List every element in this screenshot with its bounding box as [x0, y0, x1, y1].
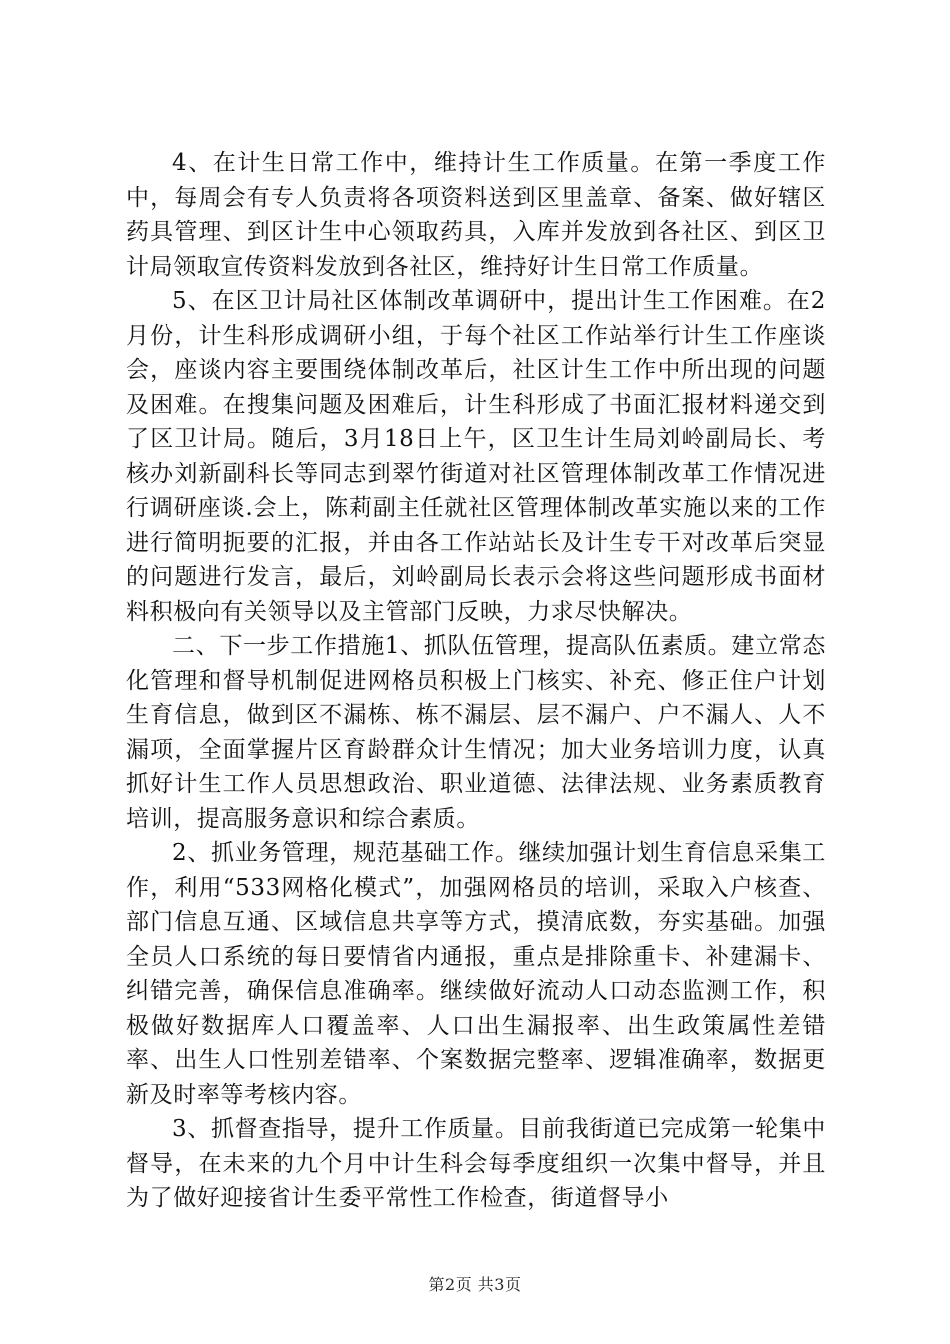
page-number-footer: 第2页 共3页 [428, 1275, 522, 1294]
paragraph-next-steps-2: 2、抓业务管理，规范基础工作。继续加强计划生育信息采集工作，利用“533网格化模式”，加强网格员的培训，采取入户核查、部门信息互通、区域信息共享等方式，摸清底数，夯实基础。加强全员人口系统的每日要情省内通报，重点是排除重卡、补建漏卡、纠错完善，确保信息准确率。继续做好流动人口动态监测工作，积极做好数据库人口覆盖率、人口出生漏报率、出生政策属性差错率、出生人口性别差错率、个案数据完整率、逻辑准确率，数据更新及时率等考核内容。 [126, 840, 826, 1108]
paragraph-next-steps-1: 二、下一步工作措施1、抓队伍管理，提高队伍素质。建立常态化管理和督导机制促进网格员积极上门核实、补充、修正住户计划生育信息，做到区不漏栋、栋不漏层、层不漏户、户不漏人、人不漏项，全面掌握片区育龄群众计生情况；加大业务培训力度，认真抓好计生工作人员思想政治、职业道德、法律法规、业务素质教育培训，提高服务意识和综合素质。 [126, 633, 826, 832]
document-body [126, 146, 826, 1216]
paragraph-item-5: 5、在区卫计局社区体制改革调研中，提出计生工作困难。在2月份，计生科形成调研小组，于每个社区工作站举行计生工作座谈会，座谈内容主要围绕体制改革后，社区计生工作中所出现的问题及困难。在搜集问题及困难后，计生科形成了书面汇报材料递交到了区卫计局。随后，3月18日上午，区卫生计生局刘岭副局长、考核办刘新副科长等同志到翠竹街道对社区管理体制改革工作情况进行调研座谈.会上，陈莉副主任就社区管理体制改革实施以来的工作进行简明扼要的汇报，并由各工作站站长及计生专干对改革后突显的问题进行发言，最后，刘岭副局长表示会将这些问题形成书面材料积极向有关领导以及主管部门反映，力求尽快解决。 [126, 288, 826, 625]
paragraph-next-steps-3: 3、抓督查指导，提升工作质量。目前我街道已完成第一轮集中督导，在未来的九个月中计生科会每季度组织一次集中督导，并且为了做好迎接省计生委平常性工作检查，街道督导小 [126, 1116, 826, 1211]
paragraph-item-4: 4、在计生日常工作中，维持计生工作质量。在第一季度工作中，每周会有专人负责将各项资料送到区里盖章、备案、做好辖区药具管理、到区计生中心领取药具，入库并发放到各社区、到区卫计局领取宣传资料发放到各社区，维持好计生日常工作质量。 [126, 150, 826, 280]
